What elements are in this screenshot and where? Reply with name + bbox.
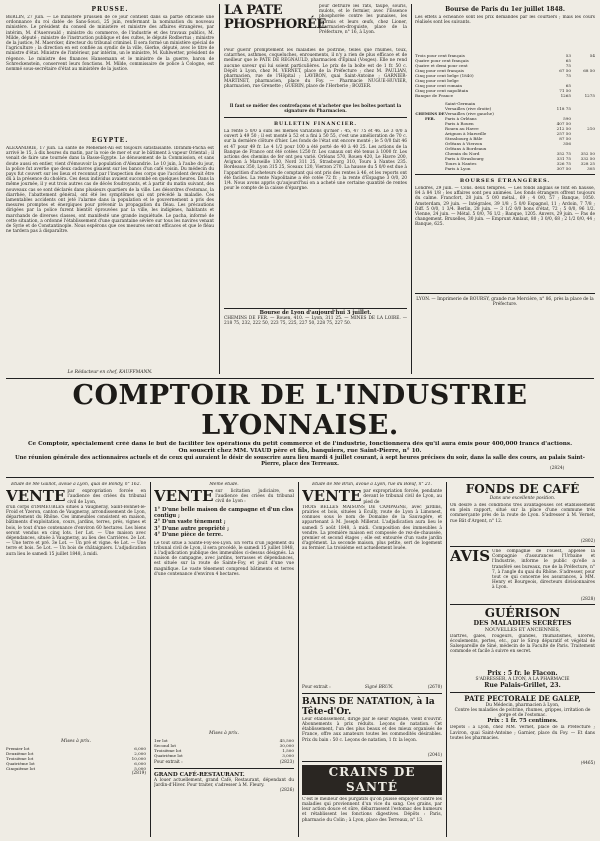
ad-column-right	[450, 482, 595, 837]
comptoir-meeting: Une réunion générale des actionnaires actuels et de ceux qui auraient le désir de souscrire aura lieu mardi 4 juillet courant, à sept heures précises du soir, dans la salle des cours, au palais Saint-Pierre, place des Terreaux.	[15, 454, 585, 467]
rail-row-value: 590	[563, 116, 571, 121]
rail-row-value: 352 75	[556, 151, 571, 156]
pate-galep-title: PATE PECTORALE DE GALEP,	[464, 693, 581, 703]
column-divider	[446, 482, 447, 837]
rente-row-label: Quatre et demi pour cent	[415, 63, 468, 68]
pate-galep-depots: Dépôts : à Lyon, chez MM. Vernet, place de la Préfecture ; Laviron, quai Saint-Antoine ; Garnier, place du Foy. — Et dans toutes les pharmacies.	[450, 725, 595, 741]
flacon-sub: S'ADRESSER, A LYON, A LA PHARMACIE	[475, 677, 570, 682]
ad-licitation-item: 2° D'un vaste tènement ;	[154, 519, 226, 526]
ad-licitation-item: 4° D'une pièce de terre.	[154, 532, 223, 539]
editor-signature: Le Rédacteur en chef, KAUFFMANN.	[67, 370, 153, 375]
avis-text: Une compagnie de l'ouest, appelée la Compagnie d'assurances l'Urbaine et l'Industrie, informe le public qu'elle a transféré ses bureaux, rue de la Préfecture, n° 7, à l'angle du quai du Rhône. S'adresser, pour tout ce qui concerne les assurances, à MM. Henry et Bourgeois, directeurs divisionnaires à Lyon.	[492, 549, 595, 591]
rente-row-label: Trois pour cent français	[415, 53, 465, 58]
rail-row-value: 326 75	[556, 161, 571, 166]
rail-row-value: 407 50	[556, 121, 571, 126]
lot-price: 6,000	[134, 745, 146, 751]
guerison-text: Dartres, gales, rougeurs, glandes, rhumatismes, ulcères, écoulements, pertes, etc., par le Sirop dépuratif et végétal de Salsepareille de Siné, médecin de la Faculté de Paris. Traitement commode et facile à suivre en secret.	[450, 633, 595, 655]
rail-row-value2: 305	[587, 166, 595, 171]
column-bourse	[415, 4, 595, 375]
column-divider	[298, 482, 299, 837]
rente-row	[415, 93, 595, 98]
rente-row-label: Cinq pour cent belge (1840)	[415, 73, 474, 78]
rente-row-value: 65	[565, 58, 571, 63]
ad-gaillot-head: Etude de Me Gaillot, avoué à Lyon, quai de Bondy, n° 162.	[11, 482, 141, 487]
flacon-address: Rue Palais-Grillet, 23.	[484, 682, 561, 689]
rente-row-label: Cinq pour cent napolitain	[415, 88, 469, 93]
avis-title: AVIS	[450, 547, 491, 565]
rail-row-label: Paris à Strasbourg	[445, 156, 484, 161]
bulletin-heading: BULLETIN FINANCIER.	[273, 121, 358, 127]
lot-label: Second lot	[154, 742, 176, 748]
rail-row	[445, 166, 595, 171]
ad-licitation-text: Le tout situé à Sainte-Foy-lès-Lyon. En vertu d'un jugement du tribunal civil de Lyon, il sera procédé, le samedi 15 juillet 1848, à l'adjudication publique des immeubles ci-dessus désignés. La maison de campagne, avec jardins, terrasses et dépendances, est située sur la route de Sainte-Foy, et jouit d'une vue magnifique. Le vaste tènement comprend bâtiments et terres d'une contenance d'environ 4 hectares.	[154, 540, 294, 577]
egypte-article: ALEXANDRIE, 17 juin. La santé de Méhémet-Ali est toujours satisfaisante. Ibrahim-Pacha est arrivé le 15, à dix heures du matin, par la voie de mer et sur le bâtiment à vapeur Oriental ; il venait de faire une tournée dans la Basse-Egypte. Le dénouement de la Commission, et sans doute aussi en entier, vient d'émouvoir la population d'Alexandrie. Le 10 juin, à l'aube du jour, la police fut avertie que deux cadavres gisaient sur les bancs d'un café voisin. Du médecin du pays fut couvert sur les lieux et reconnut par l'inspection des corps que l'accident devait être dû à la présence du choléra. Ces deux individus avaient succombé en quelques heures. Dans la même journée, il y eut trois autres cas de décès foudroyants, et à partir du matin suivant, des nouveaux cas se sont déclarés dans plusieurs quartiers de la ville. Les désordres d'estomac, la diarrhée, l'abattement général, ont été les symptômes qui ont précédé la maladie. Ces lamentables accidents ont jeté l'alarme dans la population et le gouvernement a pris des mesures promptes et énergiques pour prévenir la propagation du fléau. Les précautions dirigées par la police furent bientôt éprouvées par la ville, les indigènes, habitants et marchands de diverses classes, ont manifesté une grande inquiétude. Le pacha, informé de cette situation, a ordonné l'établissement d'une quarantaine sévère sur tous les navires venant de Syrie et de Constantinople. Nous espérons que ces mesures seront efficaces et que le fléau ne tardera pas à disparaître.	[6, 146, 214, 235]
rail-row-value2: 332 50	[580, 156, 595, 161]
rail-row-label: Paris à Orléans	[445, 116, 477, 121]
rente-row-value2: 68 50	[583, 68, 595, 73]
lot-price: 6,000	[134, 760, 146, 766]
rail-row-value: 257 50	[556, 131, 571, 136]
avis-ref: (2828)	[580, 597, 595, 602]
guerison-sub2: NOUVELLES ET ANCIENNES,	[484, 627, 561, 633]
bourse-lyon-text: CHEMINS DE FER. — Rouen, 410. — Lyon, 311 25. — MINES DE LA LOIRE. — 218 75, 232, 222 50, 223 75, 225, 227 50, 228 75, 227 50.	[224, 316, 407, 327]
rente-row-value2: 54	[589, 53, 595, 58]
lot-label: Quatrième lot	[6, 760, 35, 766]
ad-licitation-head: Même étude.	[209, 482, 239, 487]
rail-row-label: Paris à Rouen	[445, 121, 474, 126]
lot-label: Cinquième lot	[6, 765, 36, 771]
rente-row-value: 1265	[560, 93, 571, 98]
rente-row-label: Cinq pour cent romain	[415, 83, 462, 88]
column-divider	[150, 482, 151, 837]
pate-regnauld-text: Pour guérir promptement les maladies de poitrine, telles que rhumes, toux, catarrhes, asthmes, coqueluches, enrouements, il n'y a rien de plus efficace et de meilleur que le PATE DE REGNAULD, pharmacien d'Épinal (Vosges). Elle ne rend aucune saveur qui lui soient particulières. Le prix de la boîte est de 1 fr. 50 c. Dépôt à Lyon, chez M. VERNET, place de la Préfecture ; chez M. PAULIAN, pharmacien, rue de l'Hôpital ; LAVIRON, quai Saint-Antoine ; GARNIER-MARTINET, pharmacien, place du Foy. — Pharmacie NUGUE-HUVIER, pharmacien, rue Grenette ; GUÉRIN, place de l'Herberie ; BOZIER.	[224, 48, 407, 90]
rente-row-label: Cinq pour cent belge	[415, 78, 459, 83]
comptoir-details	[6, 441, 594, 474]
pate-galep-price: Prix : 1 fr. 75 centimes.	[487, 718, 558, 725]
flacon-price: Prix : 5 fr. le Flacon.	[487, 669, 558, 677]
comptoir-banner	[6, 381, 594, 441]
rail-row-label: Orléans à Bordeaux	[445, 146, 487, 151]
bourse-paris-intro: Les effets à échéance sont les prix demandés par les courtiers ; mais les cours réalisés sont les suivants.	[415, 15, 595, 26]
rente-row-label: Banque de France	[415, 93, 454, 98]
bourses-etrangeres-heading: BOURSES ÉTRANGÈRES.	[459, 178, 551, 184]
banner-bottom-rule	[6, 477, 594, 478]
cafe-restaurant-title: GRAND CAFÉ-RESTAURANT.	[154, 771, 245, 778]
rail-row-value2: 328 25	[580, 161, 595, 166]
ad-brun-subtitle: par expropriation forcée, pendante devant le tribunal civil de Lyon, au pied de	[363, 489, 442, 505]
rail-row-label: Strasbourg à Bâle	[445, 136, 483, 141]
rail-row-label: Versailles (rive droite)	[445, 106, 492, 111]
ad-brun-text: TROIS BELLES MAISONS DE CAMPAGNE, avec jardins, prairies et bois, situées à Écully, route de Lyon à Limonest, connues sous le nom de Domaine de la Sauvagère, et appartenant à M. Joseph Millerat. L'adjudication aura lieu le samedi 5 août 1848, à midi. Composition des immeubles à vendre. La première maison est composée de rez-de-chaussée, premier et second étages ; elle est entourée d'un vaste jardin d'agrément. La seconde maison, plus petite, sert de logement au fermier. La troisième est actuellement louée.	[302, 504, 442, 552]
bains-title: BAINS DE NATATION, à la Tête-d'Or.	[302, 696, 435, 717]
rail-row-value2: 210	[587, 126, 595, 131]
lot-price: 10,000	[131, 755, 146, 761]
pate-galep-ref: (4465)	[580, 761, 595, 767]
ad-brun-head: Etude de Me Brun, avoué à Lyon, rue du Bœuf, n° 21.	[312, 482, 432, 487]
egypte-heading: EGYPTE.	[91, 137, 129, 144]
crains-text: C'est le meilleur des purgatifs qu'on puisse employer contre les maladies qui proviennent d'un vice du sang. Ces grains, par leur action douce et sûre, débarrassent l'estomac des humeurs et rétablissent les fonctions digestives. Dépôts : Paris, pharmacie du Colin ; à Lyon, place des Terreaux, n° 13.	[302, 796, 442, 823]
lot-price: 45,500	[279, 737, 294, 743]
printer-line: LYON. — Imprimerie de BOURSY, grande rue Mercière, n° 86, près la place de la Préfecture.	[416, 297, 594, 307]
bains-text: Leur établissement, dirigé par le sieur Anglade, vient d'ouvrir. Abonnements à prix réduits. Leçons de natation. Cet établissement, l'un des plus beaux et des mieux organisés de France, offre aux amateurs toutes les commodités désirables. Prix du bain : 50 c. Leçons de natation, 1 fr. la leçon.	[302, 716, 442, 743]
guerison-sub: DES MALADIES SECRÈTES	[473, 619, 572, 627]
rail-row-label: Rouen au Havre	[445, 126, 479, 131]
ad-gaillot-ref: (2819)	[131, 770, 146, 776]
rail-row-label: Orléans à Vierzon	[445, 141, 483, 146]
rail-row-label: Avignon à Marseille	[445, 131, 487, 136]
lot-price: 30,000	[279, 742, 294, 748]
lot-label: Deuxième lot	[6, 750, 34, 756]
rente-table	[415, 53, 595, 98]
rail-row-label: Paris à Lyon	[445, 166, 471, 171]
fonds-cafe-ref: (2802)	[580, 539, 595, 544]
ad-licitation-item: 1° D'une belle maison de campagne et d'un clos contigu ;	[154, 506, 294, 520]
rail-row-label: Saint-Germain	[445, 101, 476, 106]
rente-row-label: Cinq pour cent français	[415, 68, 464, 73]
ad-brun-footer: Pour extrait :	[302, 684, 331, 690]
fonds-cafe-title: FONDS DE CAFÉ	[465, 482, 580, 496]
rente-row-value: 67 50	[559, 68, 571, 73]
rail-row-value: 212 50	[556, 126, 571, 131]
lot-price: 3,000	[282, 752, 294, 758]
rente-row-value: 53	[565, 53, 571, 58]
pate-galep-text: Contre les maladies de poitrine, rhumes, grippes, irritation de gorge et de l'estomac.	[454, 708, 591, 719]
rail-row-value: 307 50	[556, 166, 571, 171]
comptoir-purpose: Ce Comptoir, spécialement créé dans le but de faciliter les opérations du petit commerce et de l'industrie, fonctionnera dès qu'il aura émis pour 400,000 francs d'actions.	[27, 441, 573, 447]
prusse-heading: PRUSSE.	[91, 6, 129, 13]
ad-licitation-ref: (2823)	[279, 759, 294, 765]
rail-table	[445, 101, 595, 171]
ad-brun-sign: Signé BRUN.	[364, 684, 394, 690]
rente-row-value2: 1275	[584, 93, 595, 98]
ad-licitation-item: 3° D'une autre propriété ;	[154, 525, 229, 532]
comptoir-ref: (2824)	[550, 466, 565, 471]
lot-row	[154, 753, 294, 758]
comptoir-subscription: On souscrit chez MM. VIAUD père et fils, banquiers, rue Saint-Pierre, n° 10.	[178, 447, 422, 454]
rente-row-value: 71 50	[559, 88, 571, 93]
ad-gaillot-subtitle: par expropriation forcée en l'audience des criées du tribunal civil de Lyon,	[67, 489, 146, 505]
rail-label: CHEMINS DE FER.	[415, 111, 445, 121]
lot-label: Troisième lot	[6, 755, 34, 761]
ad-gaillot-lots	[6, 746, 146, 771]
lot-label: 1er lot	[154, 737, 168, 743]
rail-row-value: 118 75	[556, 106, 571, 111]
ad-licitation-mises: Mises à prix.	[209, 730, 239, 736]
ad-brun-vente: VENTE	[302, 487, 362, 506]
column-news	[6, 4, 214, 375]
ad-gaillot-mises: Mises à prix.	[61, 738, 91, 744]
column-divider	[219, 4, 220, 374]
rail-row-label: Versailles (rive gauche)	[445, 111, 494, 116]
crains-de-sante-logo: CRAINS DE SANTÉ	[302, 765, 442, 795]
lot-price: 5,000	[134, 765, 146, 771]
ad-licitation-vente: VENTE	[154, 487, 214, 505]
cafe-restaurant-ref: (2826)	[279, 788, 294, 794]
lot-price: 1,500	[282, 747, 294, 753]
pate-warning: Il faut se méfier des contrefaçons et n'acheter que les boîtes portant la signature du Pharmacien.	[229, 104, 402, 114]
comptoir-headline: COMPTOIR DE L'INDUSTRIE LYONNAISE.	[72, 381, 528, 441]
rail-row-value: 87 50	[559, 136, 571, 141]
ad-licitation-lots	[154, 738, 294, 758]
cafe-restaurant-text: A louer actuellement, grand Café, Restaurant, dépendant du Jardin-d'Hiver. Pour traiter, s'adresser à M. Fleury.	[154, 777, 294, 788]
prusse-article: BERLIN, 27 juin. — Le ministère prussien de ce jour contient dans sa partie officielle une ordonnance du roi datée de Sans-Souci, 25 juin, renfermant la nomination du nouveau ministère. Le président du conseil de ministère et ministre des affaires étrangères, par intérim, M. d'Auerswald ; ministre du commerce, de l'industrie et des travaux publics, M. Milde, député ; ministre de l'instruction publique et des cultes, le député Rodbertus ; ministre de la justice, M. Maercker, directeur du tribunal criminel. Il sera formé un ministère spécial de l'agriculture ; la direction en est confiée au syndic de la ville, Gierke, député, avec le titre de ministre d'état. Ministre de l'intérieur, par intérim, un le ministre, M. Kuhlwetter, président de régence. Le ministre des finances Hansemann et le ministre de la guerre, baron de Schreckenstein, conservent leurs fonctions. M. Milde, commissaire de police à Cologne, est nommé sous-secrétaire d'état au ministère de la justice.	[6, 15, 214, 73]
guerison-title: GUÉRISON	[484, 606, 561, 620]
fonds-cafe-text: On désire à des conditions très avantageuses cet établissement en plein rapport, situé sur la place d'une commune très commerçante près de la route de Lyon. S'adresser à M. Vernet, rue Bât d'Argent, n° 12.	[450, 503, 595, 524]
ad-brun	[302, 482, 442, 837]
rente-row-value: 75	[565, 73, 571, 78]
bourse-paris-heading: Bourse de Paris du 1er juillet 1848.	[445, 6, 565, 13]
ad-licitation-subtitle: sur licitation judiciaire, en l'audience des criées du tribunal civil de Lyon :	[215, 489, 294, 505]
lot-label: Premier lot	[6, 745, 30, 751]
ad-gaillot	[6, 482, 146, 837]
column-ads-finance	[224, 4, 407, 375]
banner-top-rule	[6, 378, 594, 379]
pate-phosphoree-title: LA PATE PHOSPHORÉE	[224, 4, 326, 32]
ad-gaillot-text: d'un corps d'IMMEUBLES situés à Vaugneray, Saint-Bonnet-le-Froid et Yzeron, canton de Vaugneray, arrondissement de Lyon, département du Rhône. Ces immeubles consistent en maison, bâtiments d'exploitation, cours, jardins, terres, prés, vignes et bois, le tout d'une contenance d'environ 60 hectares. Les biens seront vendus en cinq lots. 1er Lot. — Une maison avec dépendances, située à Vaugneray, au lieu des Carrières. 2e Lot. — Une terre et pré. 3e Lot. — Un pré et vigne. 4e Lot. — Une terre et bois. 5e Lot. — Un bois de châtaigniers. L'adjudication aura lieu le samedi 15 juillet 1848, à midi.	[6, 504, 146, 557]
rail-row-label: Tours à Nantes	[445, 161, 477, 166]
pate-galep-sub: Du Médecin, pharmacien à Lyon,	[485, 703, 560, 708]
rail-row-value: 356	[563, 141, 571, 146]
ad-brun-ref: (2670)	[427, 684, 442, 690]
bourse-lyon-heading: Bourse de Lyon d'aujourd'hui 3 juillet.	[259, 310, 372, 316]
fonds-cafe-sub: Dans une excellente position.	[489, 496, 556, 501]
rente-row-value: 65	[565, 83, 571, 88]
rail-row-label: Chemin du Nord	[445, 151, 480, 156]
rail-row-value: 331 75	[556, 156, 571, 161]
column-divider	[411, 4, 412, 374]
ad-licitation-items	[154, 507, 294, 539]
bulletin-text: La rente 5 0/0 a subi les mêmes variations qu'hier : 45, 47 75 et 46. Le 3 0/0 a ouvert à 49 50 ; il est monté à 52 et a fini à 50 55, c'est une amélioration de 70 c. sur la dernière clôture d'hier. Les fonds de l'état ont encore monté ; le 5 0/0 fait 46 et 47 pour 49 fr. Le 4 1/2 pour 100 a été porté de 40 à 40 25. Les actions de la Banque de France ont été cotées 1250 fr. Les canaux ont été tenus à 1000 fr. Les actions des chemins de fer ont peu varié. Orléans 570, Rouen 420, Le Havre 200, Avignon à Marseille 130, Nord 311 25, Strasbourg 310, Tours à Nantes 235. Bordeaux 350, Lyon 315 25, Sceaux 120, Vierzon 270. La hausse du 5 0/0 est due à l'apparition d'acheteurs de comptant qui ont pris des rentes à 46, et les reports ont été faciles. La rente Napolitaine a été cotée 72 fr. ; la rente d'Espagne 3 0/0, 20 1/4. Nous avons appris qu'aujourd'hui on a acheté une certaine quantité de rentes pour le compte de la caisse d'épargne.	[224, 129, 407, 192]
bains-ref: (2041)	[427, 752, 442, 758]
rente-row-value: 75	[565, 63, 571, 68]
ad-licitation-footer: Pour extrait :	[154, 759, 183, 765]
pate-phosphoree-text: pour détruire les rats, taupe, souris, mulots, et le fermier, avec l'Essence phosphorée contre les punaises, les fourmis et leurs œufs, chez Lioner, pharmacien-droguiste, place de la Préfecture, n° 16, à Lyon.	[319, 4, 407, 36]
bourses-etrangeres-text: Londres, 29 juin. — Cons. deux tempres. — Les fonds anglais se font en hausse, 84 à 84 1/8 ; les affaires sont peu animées. Les fonds étrangers offrent toujours du calme. Francfort, 28 juin. 5 0/0 métal., 69 ; 4 0/0, 57 ; Banque, 1050. Amsterdam, 29 juin. — Intégrales, 39 1/8 ; 5 0/0 Espagnol, 11 ; Ardoin, 7 7/8 ; Diff. 5 0/0, 1 3/4. Berlin, 28 juin. — 3 1/2 0/0 bons d'état, 72 ; 5 0/0, 96 1/2. Vienne, 24 juin. — Métal. 5 0/0, 76 1/2 ; Banque, 1205. Anvers, 29 juin. — Pas de changement. Bruxelles, 30 juin. — Emprunt Amlaut, 80 ; 3 0/0, 68 ; 2 1/2 0/0, 44 ; Banque, 625.	[415, 186, 595, 228]
lot-label: Quatrième lot	[154, 752, 183, 758]
ad-gaillot-vente: VENTE	[6, 487, 66, 506]
rail-row-value2: 352 50	[580, 151, 595, 156]
lot-price: 2,000	[134, 750, 146, 756]
lot-label: Troisième lot	[154, 747, 182, 753]
ad-licitation	[154, 482, 294, 837]
rente-row-label: Quatre pour cent français	[415, 58, 469, 63]
